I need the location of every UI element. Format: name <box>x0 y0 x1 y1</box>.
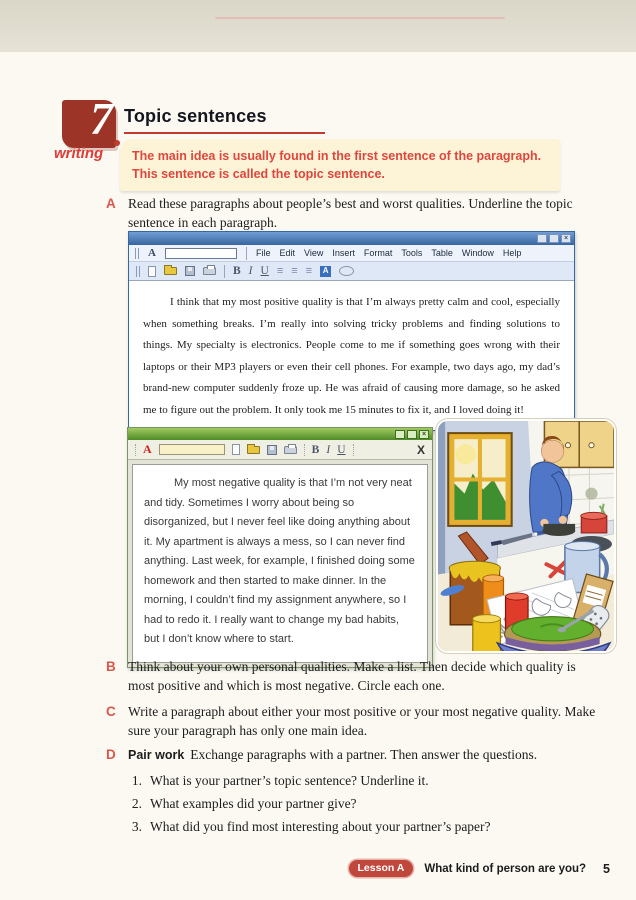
intro-callout: The main idea is usually found in the first sentence of the paragraph. This sentence is called the topic sentence. <box>120 139 560 191</box>
save-icon[interactable] <box>267 445 277 455</box>
italic-button[interactable]: I <box>326 443 331 456</box>
window-titlebar[interactable] <box>129 232 574 245</box>
font-style-icon: A <box>148 247 156 259</box>
document-body <box>128 460 432 667</box>
maximize-icon[interactable] <box>549 234 559 243</box>
bold-button[interactable]: B <box>233 265 241 277</box>
align-center-icon[interactable]: ≡ <box>291 264 298 277</box>
font-color-icon[interactable]: A <box>320 266 331 277</box>
new-document-icon[interactable] <box>148 266 156 277</box>
section-d-letter: D <box>106 747 116 762</box>
menu-bar <box>129 245 574 262</box>
category-label: writing <box>54 145 104 162</box>
notepad-window <box>127 427 433 668</box>
section-a-letter: A <box>106 196 116 211</box>
window-titlebar[interactable] <box>128 428 432 440</box>
textbook-page <box>0 52 636 900</box>
align-right-icon[interactable]: ≡ <box>305 264 313 277</box>
underline-button[interactable]: U <box>260 265 269 277</box>
close-icon[interactable]: × <box>419 430 429 439</box>
question-item <box>126 815 491 838</box>
word-processor-window <box>128 231 575 431</box>
print-icon[interactable] <box>284 446 297 454</box>
page-footer <box>349 860 610 877</box>
open-folder-icon[interactable] <box>247 446 260 454</box>
question-number: 2. <box>131 796 142 811</box>
scan-top-band <box>0 0 636 52</box>
positive-quality-paragraph: I think that my most positive quality is that I’m always pretty calm and cool, especially when something breaks. I’m really into solving tricky problems and finding solutions to things. My specialty is electronics. People come to me if something goes wrong with their laptops or their MP3 players or even their cell phones. For example, two days ago, my dad’s brand-new computer suddenly froze up. He was afraid of causing more damage, so he asked me to figure out the problem. It only took me 15 minutes to fix it, and I loved doing it! <box>143 296 560 416</box>
separator <box>353 444 354 456</box>
section-c-text: Write a paragraph about either your most positive or your most negative quality. Make sure your paragraph has only one main idea. <box>128 704 596 738</box>
section-d-instruction: Exchange paragraphs with a partner. Then answer the questions. <box>190 747 538 762</box>
maximize-icon[interactable] <box>407 430 417 439</box>
menu-help[interactable]: Help <box>502 248 522 258</box>
page-number: 5 <box>603 861 610 876</box>
close-x-button[interactable]: X <box>416 442 425 457</box>
font-name-input[interactable] <box>165 248 237 259</box>
print-icon[interactable] <box>203 267 216 275</box>
scan-smudge <box>215 17 505 19</box>
question-item <box>126 769 491 792</box>
separator <box>246 247 247 260</box>
question-text: What examples did your partner give? <box>150 796 357 811</box>
italic-button[interactable]: I <box>248 265 253 277</box>
question-list <box>126 769 491 838</box>
negative-quality-paragraph: My most negative quality is that I’m not very neat and tidy. Sometimes I worry about being so disorganized, but I never feel like doing anything about it. My apartment is always a mess, so I can never find anything. Last week, for example, I finished doing some homework and then started to make dinner. In the morning, I couldn’t find my assignment anywhere, so I had to redo it. I really want to change my bad habits, but I don’t know where to start. <box>144 477 415 645</box>
font-name-input[interactable] <box>159 444 225 455</box>
format-toolbar <box>128 440 432 460</box>
menu-edit[interactable]: Edit <box>279 248 295 258</box>
page-title: Topic sentences <box>124 106 325 134</box>
section-a-text: Read these paragraphs about people’s best and worst qualities. Underline the topic sentence in each paragraph. <box>128 196 573 230</box>
section-d-text <box>128 746 537 765</box>
toolbar-grip[interactable] <box>136 266 140 277</box>
messy-kitchen-illustration <box>438 421 614 651</box>
question-number: 3. <box>131 819 142 834</box>
section-b-text: Think about your own personal qualities. Make a list. Then decide which quality is most positive and which is most negative. Circle each one. <box>128 659 576 693</box>
separator <box>224 265 225 278</box>
footer-title: What kind of person are you? <box>424 862 587 875</box>
open-folder-icon[interactable] <box>164 267 177 275</box>
save-icon[interactable] <box>185 266 195 276</box>
help-bubble-icon[interactable] <box>339 266 354 276</box>
menu-table[interactable]: Table <box>431 248 453 258</box>
close-icon[interactable]: × <box>561 234 571 243</box>
menu-file[interactable]: File <box>255 248 271 258</box>
separator <box>304 444 305 456</box>
menu-view[interactable]: View <box>303 248 324 258</box>
lesson-badge: Lesson A <box>349 860 414 877</box>
second-paragraph-row <box>127 427 614 668</box>
section-a <box>106 195 598 233</box>
section-b-letter: B <box>106 659 116 674</box>
question-item <box>126 792 491 815</box>
question-number: 1. <box>131 773 142 788</box>
underline-button[interactable]: U <box>337 443 346 456</box>
pair-work-label: Pair work <box>128 748 185 762</box>
unit-number-badge <box>62 93 116 148</box>
section-c-letter: C <box>106 704 116 719</box>
badge-dot <box>114 140 120 146</box>
section-c <box>106 703 598 741</box>
font-style-icon: A <box>143 442 152 456</box>
unit-number: 7 <box>90 93 113 144</box>
format-toolbar <box>129 262 574 281</box>
section-b <box>106 658 598 696</box>
menu-window[interactable]: Window <box>461 248 494 258</box>
align-left-icon[interactable]: ≡ <box>276 264 284 277</box>
menu-insert[interactable]: Insert <box>332 248 355 258</box>
toolbar-grip <box>135 444 136 456</box>
minimize-icon[interactable] <box>537 234 547 243</box>
document-body <box>129 281 574 430</box>
minimize-icon[interactable] <box>395 430 405 439</box>
question-text: What is your partner’s topic sentence? Underline it. <box>150 773 429 788</box>
menu-tools[interactable]: Tools <box>401 248 423 258</box>
toolbar-grip[interactable] <box>135 248 139 259</box>
menu-format[interactable]: Format <box>363 248 393 258</box>
question-text: What did you find most interesting about your partner’s paper? <box>150 819 491 834</box>
section-d <box>106 746 618 765</box>
bold-button[interactable]: B <box>311 443 320 456</box>
new-document-icon[interactable] <box>232 444 240 455</box>
